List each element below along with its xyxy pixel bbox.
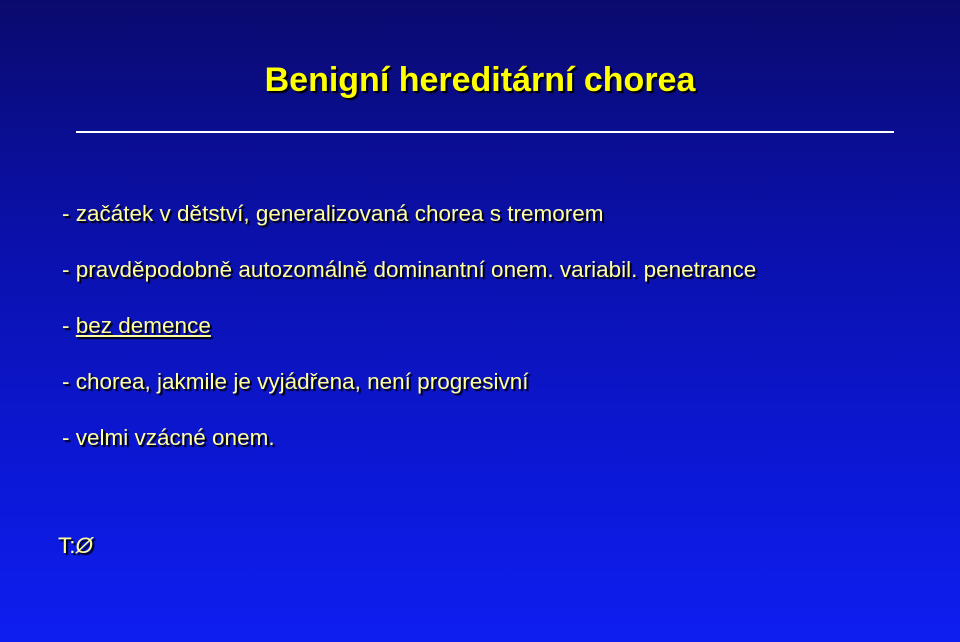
bullet-item	[62, 422, 756, 478]
bullet-list	[62, 198, 756, 478]
therapy-note	[58, 530, 93, 562]
title-underline-rule	[76, 131, 894, 133]
bullet-prefix: -	[62, 425, 76, 450]
bullet-item	[62, 310, 756, 366]
therapy-label: T:	[58, 533, 76, 558]
bullet-prefix: -	[62, 257, 76, 282]
bullet-item	[62, 254, 756, 310]
empty-set-symbol: Ø	[75, 533, 94, 558]
bullet-text: chorea, jakmile je vyjádřena, není progresivní	[75, 369, 529, 394]
bullet-prefix: -	[62, 369, 76, 394]
bullet-item	[62, 366, 756, 422]
bullet-prefix: -	[62, 313, 76, 338]
bullet-prefix: -	[62, 201, 76, 226]
slide-title: Benigní hereditární chorea	[264, 61, 696, 99]
bullet-text-underlined: bez demence	[75, 313, 211, 338]
bullet-text: pravděpodobně autozomálně dominantní onem. variabil. penetrance	[75, 257, 757, 282]
bullet-text: velmi vzácné onem.	[75, 425, 275, 450]
bullet-item	[62, 198, 756, 254]
bullet-text: začátek v dětství, generalizovaná chorea s tremorem	[75, 201, 604, 226]
